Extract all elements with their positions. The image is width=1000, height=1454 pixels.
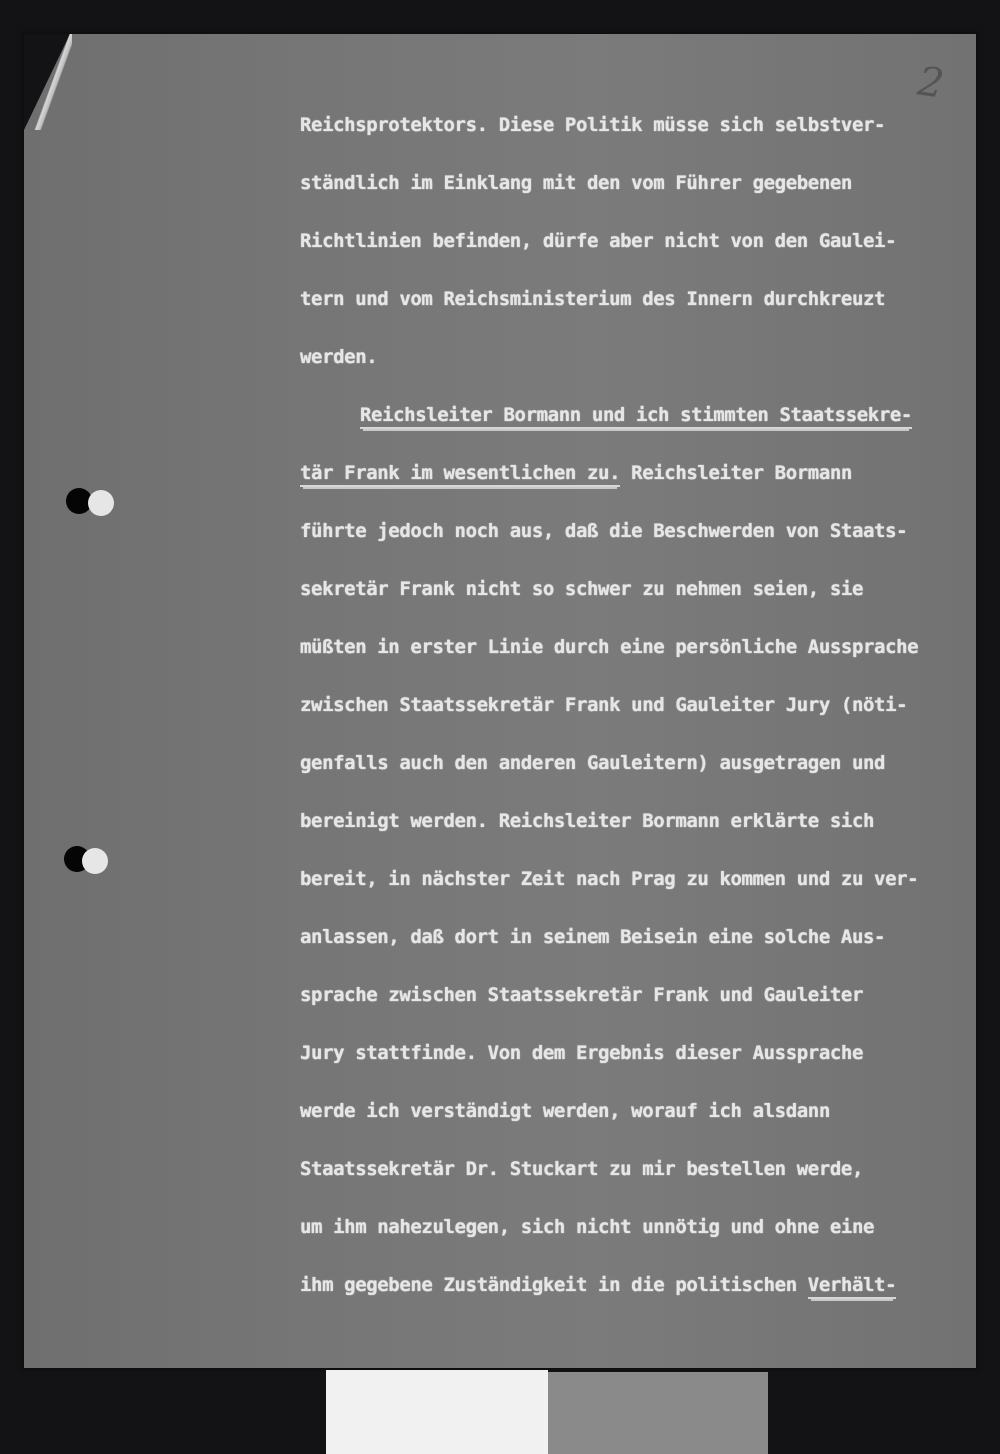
text-line: zwischen Staatssekretär Frank und Gauleiter Jury (nöti- — [300, 694, 908, 716]
text-line: anlassen, daß dort in seinem Beisein eine solche Aus- — [300, 926, 886, 948]
calibration-strip-gray — [548, 1372, 768, 1454]
underlined-passage: Reichsleiter Bormann und ich stimmten Staatssekre- — [360, 404, 912, 429]
text-line — [300, 1256, 968, 1314]
underlined-passage: tär Frank im wesentlichen zu. — [300, 462, 620, 487]
typed-text-body — [300, 96, 968, 1314]
text-line: bereinigt werden. Reichsleiter Bormann erklärte sich — [300, 810, 875, 832]
calibration-strip-white — [326, 1370, 548, 1454]
text-line: sekretär Frank nicht so schwer zu nehmen seien, sie — [300, 578, 863, 600]
underlined-passage: Verhält- — [808, 1274, 896, 1299]
text-line: müßten in erster Linie durch eine persönliche Aussprache — [300, 636, 919, 658]
line-rest: Reichsleiter Bormann — [620, 462, 852, 484]
text-line: Richtlinien befinden, dürfe aber nicht von den Gaulei- — [300, 230, 897, 252]
text-line: werde ich verständigt werden, worauf ich alsdann — [300, 1100, 830, 1122]
text-line: sprache zwischen Staatssekretär Frank und Gauleiter — [300, 984, 863, 1006]
line-text: ihm gegebene Zuständigkeit in die politischen — [300, 1274, 808, 1296]
page-number: 2 — [914, 58, 947, 108]
text-line: tern und vom Reichsministerium des Innern durchkreuzt — [300, 288, 886, 310]
text-line: Jury stattfinde. Von dem Ergebnis dieser Aussprache — [300, 1042, 863, 1064]
text-line: bereit, in nächster Zeit nach Prag zu kommen und zu ver- — [300, 868, 919, 890]
text-line: Reichsprotektors. Diese Politik müsse sich selbstver- — [300, 114, 886, 136]
text-line-underlined — [300, 444, 968, 502]
text-line: ständlich im Einklang mit den vom Führer gegebenen — [300, 172, 852, 194]
text-line: um ihm nahezulegen, sich nicht unnötig und ohne eine — [300, 1216, 875, 1238]
punch-hole-bottom-reflection — [82, 848, 108, 874]
punch-hole-top-reflection — [88, 490, 114, 516]
text-line: genfalls auch den anderen Gauleitern) ausgetragen und — [300, 752, 886, 774]
text-line: Staatssekretär Dr. Stuckart zu mir bestellen werde, — [300, 1158, 863, 1180]
text-line: führte jedoch noch aus, daß die Beschwerden von Staats- — [300, 520, 908, 542]
folded-corner-edge — [34, 34, 72, 130]
text-line-underlined — [300, 386, 968, 444]
text-line: werden. — [300, 346, 378, 368]
